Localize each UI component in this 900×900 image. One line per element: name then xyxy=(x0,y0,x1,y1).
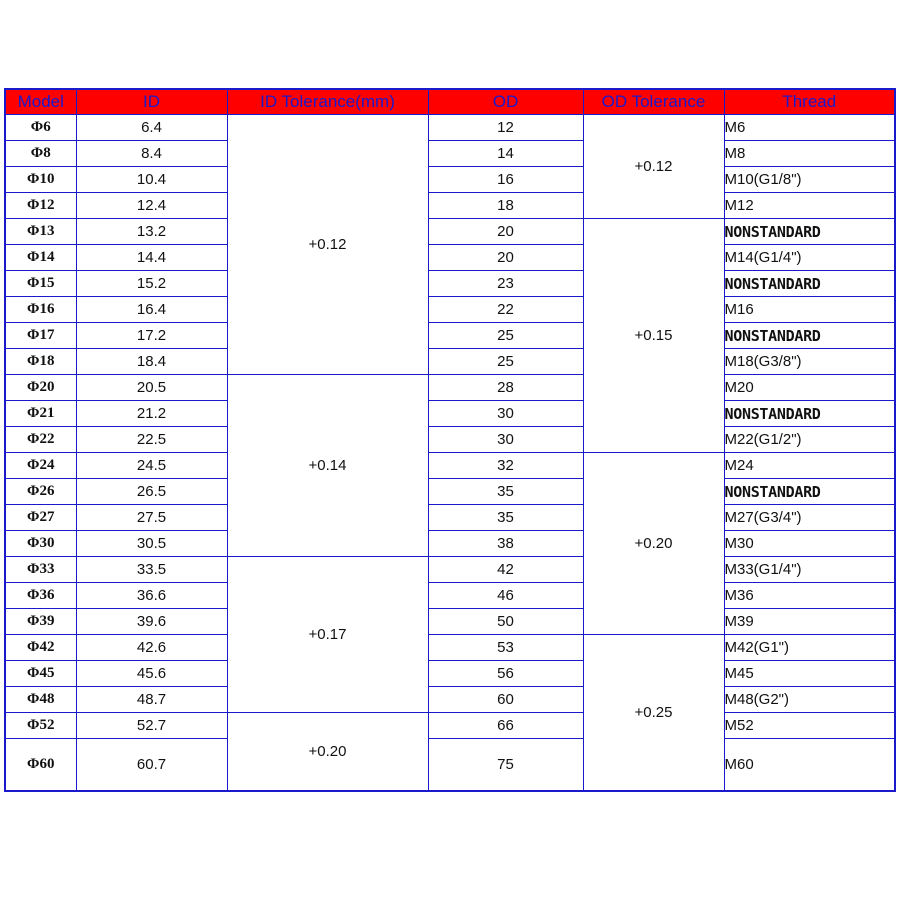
header-id-tolerance: ID Tolerance(mm) xyxy=(227,89,428,115)
id-cell: 17.2 xyxy=(76,323,227,349)
table-row xyxy=(5,349,895,375)
thread-cell: M22(G1/2") xyxy=(724,427,895,453)
model-cell: Φ24 xyxy=(5,453,76,479)
od-cell: 14 xyxy=(428,141,583,167)
table-row xyxy=(5,297,895,323)
thread-cell: M39 xyxy=(724,609,895,635)
table-row xyxy=(5,739,895,792)
header-thread: Thread xyxy=(724,89,895,115)
thread-cell: M20 xyxy=(724,375,895,401)
model-cell: Φ10 xyxy=(5,167,76,193)
id-cell: 8.4 xyxy=(76,141,227,167)
model-cell: Φ16 xyxy=(5,297,76,323)
od-cell: 50 xyxy=(428,609,583,635)
model-cell: Φ20 xyxy=(5,375,76,401)
id-cell: 15.2 xyxy=(76,271,227,297)
thread-cell: NONSTANDARD xyxy=(724,219,895,245)
od-cell: 25 xyxy=(428,323,583,349)
id-cell: 20.5 xyxy=(76,375,227,401)
id-cell: 48.7 xyxy=(76,687,227,713)
id-tolerance-cell: +0.14 xyxy=(227,375,428,557)
thread-cell: NONSTANDARD xyxy=(724,401,895,427)
model-cell: Φ14 xyxy=(5,245,76,271)
id-cell: 60.7 xyxy=(76,739,227,792)
id-cell: 21.2 xyxy=(76,401,227,427)
id-cell: 27.5 xyxy=(76,505,227,531)
id-cell: 6.4 xyxy=(76,115,227,141)
od-cell: 35 xyxy=(428,479,583,505)
model-cell: Φ36 xyxy=(5,583,76,609)
header-model: Model xyxy=(5,89,76,115)
od-tolerance-cell: +0.25 xyxy=(583,635,724,792)
thread-cell: M48(G2") xyxy=(724,687,895,713)
od-cell: 22 xyxy=(428,297,583,323)
od-cell: 16 xyxy=(428,167,583,193)
table-row xyxy=(5,557,895,583)
table-header xyxy=(5,89,895,115)
thread-cell: M30 xyxy=(724,531,895,557)
table-row xyxy=(5,115,895,141)
id-cell: 45.6 xyxy=(76,661,227,687)
table-row xyxy=(5,661,895,687)
id-cell: 52.7 xyxy=(76,713,227,739)
table-row xyxy=(5,583,895,609)
id-cell: 13.2 xyxy=(76,219,227,245)
od-cell: 53 xyxy=(428,635,583,661)
table-row xyxy=(5,609,895,635)
thread-cell: M8 xyxy=(724,141,895,167)
thread-cell: NONSTANDARD xyxy=(724,479,895,505)
id-cell: 14.4 xyxy=(76,245,227,271)
od-tolerance-cell: +0.20 xyxy=(583,453,724,635)
table-row xyxy=(5,141,895,167)
table-row xyxy=(5,479,895,505)
model-cell: Φ17 xyxy=(5,323,76,349)
thread-cell: M33(G1/4") xyxy=(724,557,895,583)
model-cell: Φ39 xyxy=(5,609,76,635)
od-cell: 42 xyxy=(428,557,583,583)
thread-cell: M27(G3/4") xyxy=(724,505,895,531)
od-cell: 32 xyxy=(428,453,583,479)
model-cell: Φ22 xyxy=(5,427,76,453)
model-cell: Φ8 xyxy=(5,141,76,167)
thread-cell: M52 xyxy=(724,713,895,739)
od-cell: 38 xyxy=(428,531,583,557)
thread-cell: M45 xyxy=(724,661,895,687)
thread-cell: M42(G1") xyxy=(724,635,895,661)
model-cell: Φ15 xyxy=(5,271,76,297)
id-cell: 18.4 xyxy=(76,349,227,375)
od-cell: 60 xyxy=(428,687,583,713)
od-cell: 18 xyxy=(428,193,583,219)
od-cell: 66 xyxy=(428,713,583,739)
table-row xyxy=(5,453,895,479)
od-cell: 75 xyxy=(428,739,583,792)
thread-cell: M24 xyxy=(724,453,895,479)
thread-cell: M6 xyxy=(724,115,895,141)
table-row xyxy=(5,375,895,401)
model-cell: Φ13 xyxy=(5,219,76,245)
table-row xyxy=(5,323,895,349)
model-cell: Φ18 xyxy=(5,349,76,375)
thread-cell: M60 xyxy=(724,739,895,792)
model-cell: Φ52 xyxy=(5,713,76,739)
od-cell: 46 xyxy=(428,583,583,609)
thread-cell: M12 xyxy=(724,193,895,219)
table-row xyxy=(5,687,895,713)
od-tolerance-cell: +0.12 xyxy=(583,115,724,219)
thread-cell: NONSTANDARD xyxy=(724,271,895,297)
model-cell: Φ42 xyxy=(5,635,76,661)
table-row xyxy=(5,271,895,297)
header-od-tolerance: OD Tolerance xyxy=(583,89,724,115)
od-cell: 20 xyxy=(428,219,583,245)
table-row xyxy=(5,531,895,557)
model-cell: Φ60 xyxy=(5,739,76,792)
id-cell: 30.5 xyxy=(76,531,227,557)
id-cell: 12.4 xyxy=(76,193,227,219)
id-tolerance-cell: +0.20 xyxy=(227,713,428,792)
table-row xyxy=(5,193,895,219)
header-od: OD xyxy=(428,89,583,115)
od-tolerance-cell: +0.15 xyxy=(583,219,724,453)
table-row xyxy=(5,167,895,193)
model-cell: Φ48 xyxy=(5,687,76,713)
table-row xyxy=(5,401,895,427)
od-cell: 23 xyxy=(428,271,583,297)
table-row xyxy=(5,635,895,661)
id-cell: 42.6 xyxy=(76,635,227,661)
model-cell: Φ6 xyxy=(5,115,76,141)
od-cell: 30 xyxy=(428,427,583,453)
id-cell: 33.5 xyxy=(76,557,227,583)
spec-table xyxy=(4,88,896,792)
model-cell: Φ45 xyxy=(5,661,76,687)
thread-cell: M10(G1/8") xyxy=(724,167,895,193)
table-row xyxy=(5,245,895,271)
od-cell: 56 xyxy=(428,661,583,687)
model-cell: Φ21 xyxy=(5,401,76,427)
table-row xyxy=(5,505,895,531)
model-cell: Φ26 xyxy=(5,479,76,505)
model-cell: Φ30 xyxy=(5,531,76,557)
id-cell: 24.5 xyxy=(76,453,227,479)
id-cell: 16.4 xyxy=(76,297,227,323)
od-cell: 12 xyxy=(428,115,583,141)
id-tolerance-cell: +0.17 xyxy=(227,557,428,713)
id-cell: 36.6 xyxy=(76,583,227,609)
od-cell: 30 xyxy=(428,401,583,427)
table-row xyxy=(5,427,895,453)
thread-cell: M18(G3/8") xyxy=(724,349,895,375)
od-cell: 20 xyxy=(428,245,583,271)
thread-cell: NONSTANDARD xyxy=(724,323,895,349)
id-cell: 26.5 xyxy=(76,479,227,505)
table-row xyxy=(5,219,895,245)
od-cell: 35 xyxy=(428,505,583,531)
header-row xyxy=(5,89,895,115)
table-row xyxy=(5,713,895,739)
model-cell: Φ27 xyxy=(5,505,76,531)
thread-cell: M36 xyxy=(724,583,895,609)
id-cell: 39.6 xyxy=(76,609,227,635)
id-tolerance-cell: +0.12 xyxy=(227,115,428,375)
table-body xyxy=(5,115,895,792)
od-cell: 25 xyxy=(428,349,583,375)
model-cell: Φ33 xyxy=(5,557,76,583)
id-cell: 10.4 xyxy=(76,167,227,193)
id-cell: 22.5 xyxy=(76,427,227,453)
model-cell: Φ12 xyxy=(5,193,76,219)
od-cell: 28 xyxy=(428,375,583,401)
thread-cell: M16 xyxy=(724,297,895,323)
thread-cell: M14(G1/4") xyxy=(724,245,895,271)
header-id: ID xyxy=(76,89,227,115)
